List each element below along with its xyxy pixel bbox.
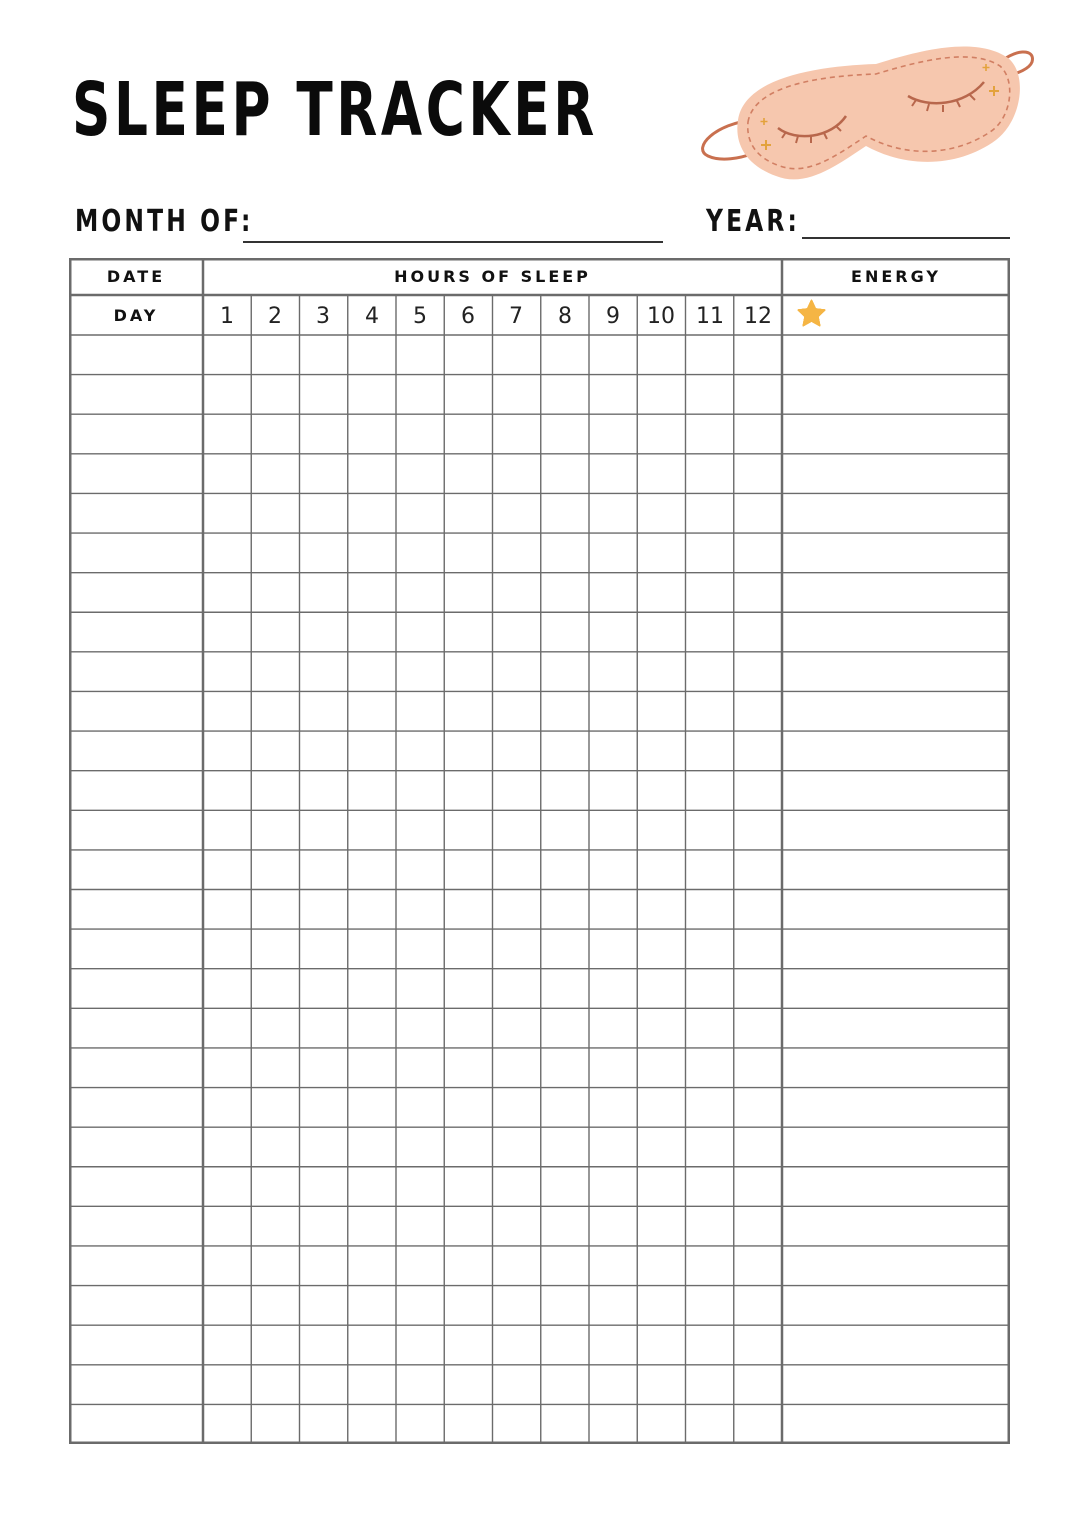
month-input-line[interactable] (243, 241, 663, 243)
star-icon[interactable] (796, 298, 827, 329)
year-input-line[interactable] (802, 237, 1010, 239)
year-label: YEAR: (706, 204, 801, 239)
hour-9: 9 (606, 303, 620, 329)
header-hours-of-sleep: HOURS OF SLEEP (394, 267, 591, 286)
hour-12: 12 (744, 303, 772, 329)
hour-8: 8 (558, 303, 572, 329)
header-date: DATE (106, 267, 166, 286)
hour-5: 5 (413, 303, 427, 329)
header-energy: ENERGY (851, 267, 941, 286)
hour-2: 2 (268, 303, 282, 329)
hour-1: 1 (220, 303, 234, 329)
sleep-mask-icon (696, 28, 1036, 193)
hour-11: 11 (696, 303, 724, 329)
month-label: MONTH OF: (75, 204, 254, 239)
table-grid-lines (69, 258, 1010, 1444)
page-title: SLEEP TRACKER (72, 67, 598, 153)
sleep-table (69, 258, 1010, 1444)
hour-10: 10 (647, 303, 675, 329)
table-frame (70, 259, 1009, 1443)
hour-4: 4 (365, 303, 379, 329)
hour-7: 7 (509, 303, 523, 329)
hour-6: 6 (461, 303, 475, 329)
header-day: DAY (113, 305, 159, 325)
hour-3: 3 (316, 303, 330, 329)
